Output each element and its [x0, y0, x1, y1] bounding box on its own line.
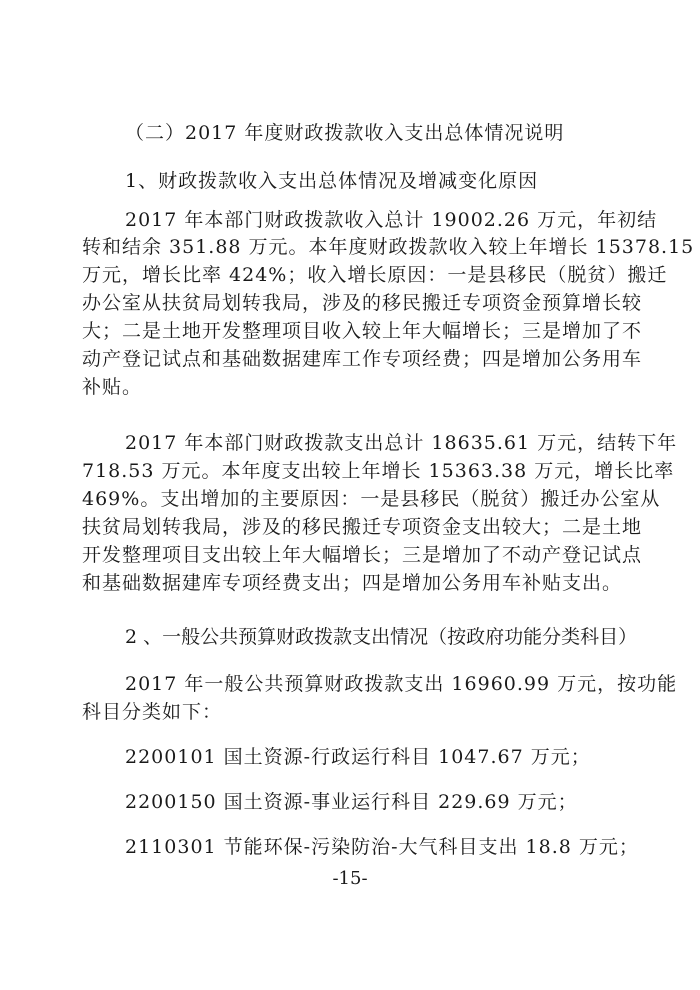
budget-item-line: 2110301 节能环保-污染防治-大气科目支出 18.8 万元； — [125, 836, 639, 858]
expenditure-paragraph-line: 2017 年本部门财政拨款支出总计 18635.61 万元，结转下年 — [125, 432, 678, 454]
income-paragraph-line: 2017 年本部门财政拨款收入总计 19002.26 万元，年初结 — [125, 209, 658, 231]
expenditure-paragraph-line: 扶贫局划转我局，涉及的移民搬迁专项资金支出较大；二是土地 — [82, 516, 643, 538]
income-paragraph-line: 万元，增长比率 424%；收入增长原因：一是县移民（脱贫）搬迁 — [82, 264, 668, 286]
general-budget-paragraph-line: 2017 年一般公共预算财政拨款支出 16960.99 万元，按功能 — [125, 673, 678, 695]
budget-item-line: 2200101 国土资源-行政运行科目 1047.67 万元； — [125, 746, 591, 768]
subheading-overview: 1、财政拨款收入支出总体情况及增减变化原因 — [125, 170, 539, 192]
subheading-general-budget: 2 、一般公共预算财政拨款支出情况（按政府功能分类科目） — [125, 626, 638, 648]
income-paragraph-line: 转和结余 351.88 万元。本年度财政拨款收入较上年增长 15378.15 — [82, 236, 695, 258]
general-budget-paragraph-line: 科目分类如下： — [82, 701, 223, 723]
expenditure-paragraph-line: 和基础数据建库专项经费支出；四是增加公务用车补贴支出。 — [82, 572, 623, 594]
page-number: -15- — [332, 868, 368, 889]
income-paragraph-line: 大；二是土地开发整理项目收入较上年大幅增长；三是增加了不 — [82, 320, 643, 342]
income-paragraph-line: 办公室从扶贫局划转我局，涉及的移民搬迁专项资金预算增长较 — [82, 292, 643, 314]
budget-item-line: 2200150 国土资源-事业运行科目 229.69 万元； — [125, 791, 578, 813]
expenditure-paragraph-line: 469%。支出增加的主要原因：一是县移民（脱贫）搬迁办公室从 — [82, 488, 661, 510]
expenditure-paragraph-line: 开发整理项目支出较上年大幅增长；三是增加了不动产登记试点 — [82, 544, 643, 566]
expenditure-paragraph-line: 718.53 万元。本年度支出较上年增长 15363.38 万元，增长比率 — [82, 460, 675, 482]
section-heading: （二）2017 年度财政拨款收入支出总体情况说明 — [125, 122, 565, 144]
income-paragraph-line: 动产登记试点和基础数据建库工作专项经费；四是增加公务用车 — [82, 348, 643, 370]
income-paragraph-line: 补贴。 — [82, 376, 143, 398]
